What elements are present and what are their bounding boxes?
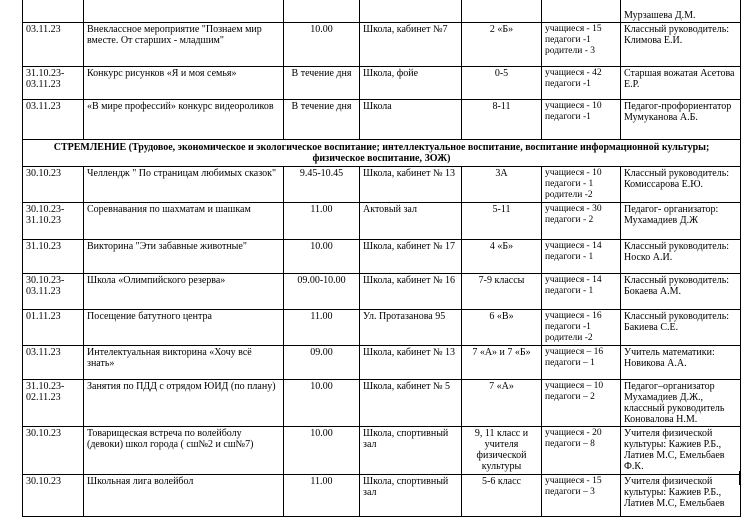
place-cell: Ул. Протазанова 95 <box>360 310 462 346</box>
class-cell: 4 «Б» <box>462 240 542 274</box>
event-cell: Школьная лига волейбол <box>84 475 284 517</box>
class-cell: 7 «А» и 7 «Б» <box>462 346 542 380</box>
time-cell: 09.00-10.00 <box>284 274 360 310</box>
participants-cell: учащиеся – 10 педагоги – 2 <box>542 380 621 427</box>
event-cell: Занятия по ПДД с отрядом ЮИД (по плану) <box>84 380 284 427</box>
table-row <box>23 23 741 67</box>
place-cell: Школа, кабинет № 13 <box>360 346 462 380</box>
responsible-cell: Мурзашева Д.М. <box>621 0 741 23</box>
participants-cell: учащиеся - 10 педагоги -1 <box>542 100 621 140</box>
place-cell: Школа, кабинет № 13 <box>360 167 462 203</box>
table-row <box>23 427 741 475</box>
participants-cell: учащиеся - 15 педагоги – 3 <box>542 475 621 517</box>
place-cell: Школа <box>360 100 462 140</box>
event-cell: Внеклассное мероприятие "Познаем мир вместе. От старших - младшим" <box>84 23 284 67</box>
event-cell: Конкурс рисунков «Я и моя семья» <box>84 67 284 100</box>
date-cell: 31.10.23 <box>23 240 84 274</box>
time-cell: В течение дня <box>284 67 360 100</box>
class-cell: 9, 11 класс и учителя физической культуры <box>462 427 542 475</box>
event-cell: Интелектуальная викторина «Хочу всё знать» <box>84 346 284 380</box>
participants-cell <box>542 0 621 23</box>
time-cell: 09.00 <box>284 346 360 380</box>
class-cell: 7-9 классы <box>462 274 542 310</box>
class-cell: 6 «В» <box>462 310 542 346</box>
date-cell: 30.10.23 <box>23 167 84 203</box>
table-row <box>23 100 741 140</box>
participants-cell: учащиеся - 14 педагоги - 1 <box>542 240 621 274</box>
date-cell: 03.11.23 <box>23 346 84 380</box>
event-cell: Школа «Олимпийского резерва» <box>84 274 284 310</box>
event-cell <box>84 0 284 23</box>
class-cell: 2 «Б» <box>462 23 542 67</box>
date-cell: 30.10.23- 31.10.23 <box>23 203 84 240</box>
place-cell: Школа, кабинет №7 <box>360 23 462 67</box>
responsible-cell: Учитель математики: Новикова А.А. <box>621 346 741 380</box>
participants-cell: учащиеся - 16 педагоги -1 родители -2 <box>542 310 621 346</box>
participants-cell: учащиеся - 15 педагоги -1 родители - 3 <box>542 23 621 67</box>
responsible-cell: Классный руководитель: Бакиева С.Е. <box>621 310 741 346</box>
class-cell: 0-5 <box>462 67 542 100</box>
event-cell: «В мире профессий» конкурс видеороликов <box>84 100 284 140</box>
section-title: СТРЕМЛЕНИЕ (Трудовое, экономическое и экологическое воспитание; интеллектуальное воспитание, воспитание информационной культуры; физическое воспитание, ЗОЖ) <box>23 140 741 167</box>
time-cell <box>284 0 360 23</box>
table-row <box>23 203 741 240</box>
participants-cell: учащиеся - 10 педагоги - 1 родители -2 <box>542 167 621 203</box>
time-cell: 10.00 <box>284 380 360 427</box>
date-cell <box>23 0 84 23</box>
place-cell: Школа, спортивный зал <box>360 427 462 475</box>
table-body <box>23 0 741 517</box>
responsible-cell: Классный руководитель: Носко А.И. <box>621 240 741 274</box>
event-cell: Товарищеская встреча по волейболу (девоки) школ города ( сш№2 и сш№7) <box>84 427 284 475</box>
time-cell: 10.00 <box>284 23 360 67</box>
event-cell: Посещение батутного центра <box>84 310 284 346</box>
date-cell: 31.10.23- 02.11.23 <box>23 380 84 427</box>
place-cell: Школа, фойе <box>360 67 462 100</box>
event-cell: Викторина "Эти забавные животные" <box>84 240 284 274</box>
participants-cell: учащиеся - 20 педагоги – 8 <box>542 427 621 475</box>
time-cell: 11.00 <box>284 475 360 517</box>
table-row <box>23 475 741 517</box>
time-cell: 10.00 <box>284 240 360 274</box>
participants-cell: учащиеся - 30 педагоги - 2 <box>542 203 621 240</box>
events-table <box>22 0 741 517</box>
section-header-row <box>23 140 741 167</box>
responsible-cell: Учителя физической культуры: Кажиев Р.Б., Латиев М.С, Емельбаев Ф.К. <box>621 427 741 475</box>
place-cell: Школа, кабинет № 5 <box>360 380 462 427</box>
time-cell: 9.45-10.45 <box>284 167 360 203</box>
time-cell: В течение дня <box>284 100 360 140</box>
place-cell: Актовый зал <box>360 203 462 240</box>
place-cell: Школа, кабинет № 17 <box>360 240 462 274</box>
participants-cell: учащиеся - 42 педагоги -1 <box>542 67 621 100</box>
table-row <box>23 167 741 203</box>
event-cell: Челлендж " По страницам любимых сказок" <box>84 167 284 203</box>
table-row-top <box>23 0 741 23</box>
time-cell: 11.00 <box>284 310 360 346</box>
class-cell <box>462 0 542 23</box>
responsible-cell: Классный руководитель: Комиссарова Е.Ю. <box>621 167 741 203</box>
responsible-cell: Педагог-профориентатор Мумуканова А.Б. <box>621 100 741 140</box>
class-cell: 3А <box>462 167 542 203</box>
class-cell: 5-11 <box>462 203 542 240</box>
place-cell: Школа, кабинет № 16 <box>360 274 462 310</box>
date-cell: 30.10.23 <box>23 427 84 475</box>
class-cell: 7 «А» <box>462 380 542 427</box>
participants-cell: учащиеся – 16 педагоги – 1 <box>542 346 621 380</box>
time-cell: 11.00 <box>284 203 360 240</box>
time-cell: 10.00 <box>284 427 360 475</box>
date-cell: 30.10.23 <box>23 475 84 517</box>
text-cursor <box>739 471 740 485</box>
responsible-cell: Педагог–организатор Мухамадиев Д.Ж., классный руководитель Коновалова Н.М. <box>621 380 741 427</box>
table-row <box>23 346 741 380</box>
date-cell: 30.10.23- 03.11.23 <box>23 274 84 310</box>
responsible-cell: Классный руководитель: Климова Е.И. <box>621 23 741 67</box>
table-row <box>23 67 741 100</box>
date-cell: 01.11.23 <box>23 310 84 346</box>
event-cell: Соревнавания по шахматам и шашкам <box>84 203 284 240</box>
date-cell: 03.11.23 <box>23 23 84 67</box>
class-cell: 5-6 класс <box>462 475 542 517</box>
responsible-cell: Старшая вожатая Асетова Е.Р. <box>621 67 741 100</box>
table-row <box>23 310 741 346</box>
place-cell: Школа, спортивный зал <box>360 475 462 517</box>
date-cell: 31.10.23- 03.11.23 <box>23 67 84 100</box>
responsible-cell: Педагог- организатор: Мухамадиев Д.Ж <box>621 203 741 240</box>
responsible-cell: Классный руководитель: Бокаева А.М. <box>621 274 741 310</box>
place-cell <box>360 0 462 23</box>
table-row <box>23 380 741 427</box>
table-row <box>23 240 741 274</box>
participants-cell: учащиеся - 14 педагоги - 1 <box>542 274 621 310</box>
responsible-cell: Учителя физической культуры: Кажиев Р.Б., Латиев М.С, Емельбаев <box>621 475 741 517</box>
class-cell: 8-11 <box>462 100 542 140</box>
table-row <box>23 274 741 310</box>
date-cell: 03.11.23 <box>23 100 84 140</box>
